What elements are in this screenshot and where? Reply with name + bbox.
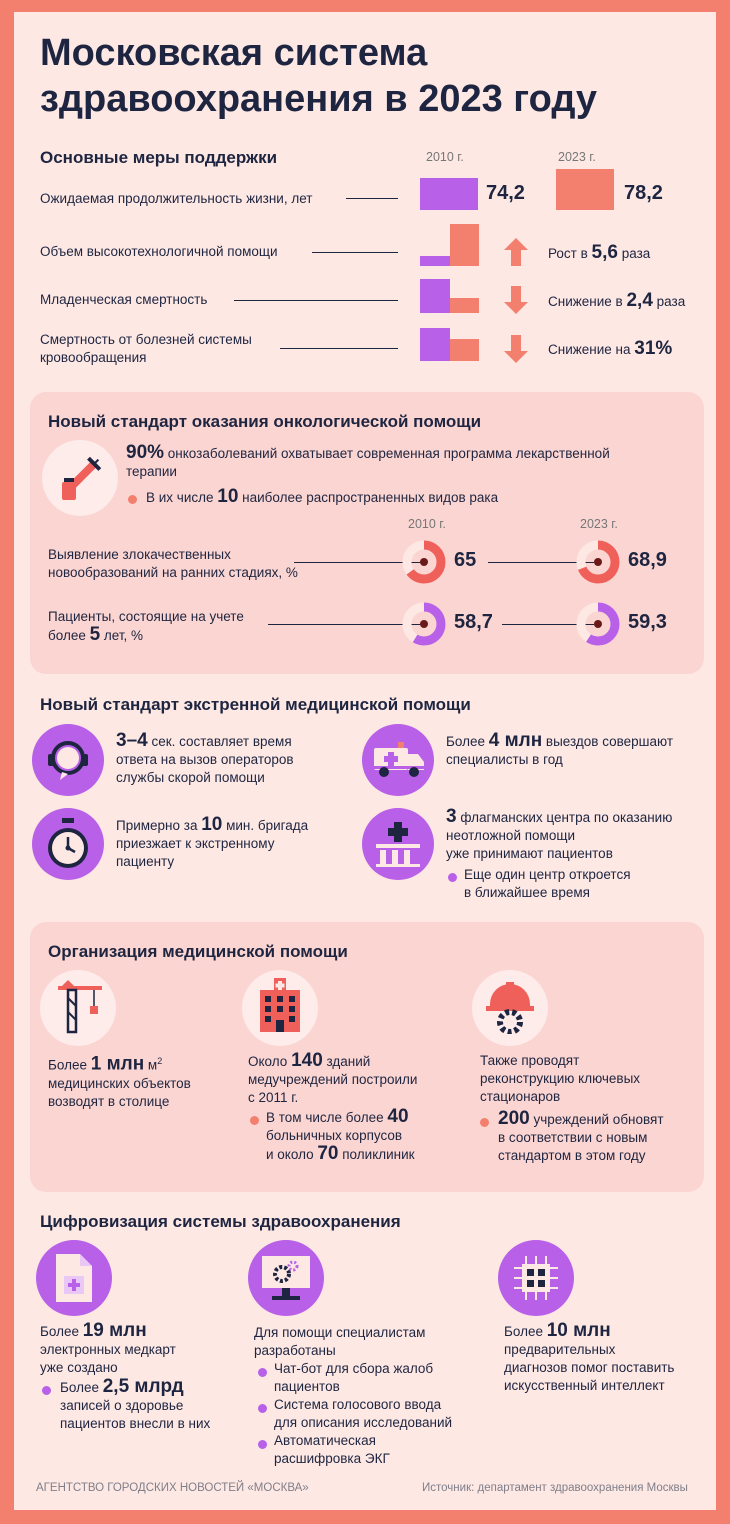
patients-donut-2023-center <box>594 620 602 628</box>
digital-tool-voice: Система голосового ввода для описания исследований <box>274 1397 453 1430</box>
down-arrow-icon <box>504 286 528 314</box>
hightech-leader-line <box>312 252 398 253</box>
patients-donut-2010 <box>400 600 448 648</box>
infant-leader-line <box>234 300 398 301</box>
down-arrow-icon <box>504 335 528 363</box>
life-label: Ожидаемая продолжительность жизни, лет <box>40 191 313 206</box>
detect-value-2023: 68,9 <box>628 549 667 571</box>
patients-leader-line <box>268 624 422 625</box>
oncology-bullet: В их числе 10 наиболее распространенных видов рака <box>146 486 499 507</box>
cardio-bar-2023 <box>450 339 479 361</box>
patients-donut-2010-center <box>420 620 428 628</box>
life-bar-2023 <box>556 169 614 210</box>
digital-medcards: Более 19 млн электронных медкарт уже создано <box>40 1320 176 1375</box>
footer-agency: АГЕНТСТВО ГОРОДСКИХ НОВОСТЕЙ «МОСКВА» <box>36 1482 309 1494</box>
up-arrow-icon <box>504 238 528 266</box>
organization-heading: Организация медицинской помощи <box>48 942 348 961</box>
hospital-icon <box>254 978 306 1034</box>
oncology-year-2010: 2010 г. <box>408 517 446 531</box>
organization-area: Более 1 млн $м^2$ медицинских объектов возводят в столице <box>48 1053 191 1109</box>
emergency-center-bullet: Еще один центр откроется в ближайшее время <box>464 867 631 900</box>
hightech-change: Рост в 5,6 раза <box>548 242 651 263</box>
digital-tool-chatbot: Чат-бот для сбора жалоб пациентов <box>274 1361 434 1394</box>
hightech-bar-2010 <box>420 256 450 266</box>
infant-bar-2010 <box>420 279 450 313</box>
oncology-heading: Новый стандарт оказания онкологической помощи <box>48 412 482 431</box>
headset-icon <box>44 736 92 784</box>
patients-value-2010: 58,7 <box>454 611 493 633</box>
crane-icon <box>50 978 106 1036</box>
organization-reconstruction-bullet: 200 учреждений обновят в соответствии с новым стандартом в этом году <box>498 1108 664 1163</box>
detect-donut-2023 <box>574 538 622 586</box>
oncology-year-2023: 2023 г. <box>580 517 618 531</box>
bullet-dot <box>258 1404 267 1413</box>
detect-value-2010: 65 <box>454 549 477 571</box>
patients-value-2023: 59,3 <box>628 611 667 633</box>
bullet-dot <box>250 1116 259 1125</box>
bullet-dot <box>42 1386 51 1395</box>
ai-chip-icon <box>510 1252 562 1304</box>
ambulance-icon <box>370 738 426 782</box>
digital-ai: Более 10 млн предварительных диагнозов помог поставить искусственный интеллект <box>504 1320 675 1393</box>
organization-buildings-bullet: В том числе более 40 больничных корпусов и около 70 поликлиник <box>266 1106 415 1164</box>
cardio-leader-line <box>280 348 398 349</box>
cardio-bar-2010 <box>420 328 450 361</box>
hightech-label: Объем высокотехнологичной помощи <box>40 244 278 259</box>
emergency-heading: Новый стандарт экстренной медицинской помощи <box>40 695 471 714</box>
bullet-dot <box>128 495 137 504</box>
infographic-page <box>14 12 716 1510</box>
detect-donut-2010-center <box>420 558 428 566</box>
bullet-dot <box>258 1368 267 1377</box>
hightech-bar-2023 <box>450 224 479 266</box>
infant-label: Младенческая смертность <box>40 292 208 307</box>
detect-donut-2010 <box>400 538 448 586</box>
organization-buildings: Около 140 зданий медучреждений построили с 2011 г. <box>248 1050 418 1105</box>
oncology-coverage: 90% онкозаболеваний охватывает современная программа лекарственной терапии <box>126 442 610 479</box>
bullet-dot <box>258 1440 267 1449</box>
organization-reconstruction: Также проводят реконструкцию ключевых стационаров <box>480 1053 641 1104</box>
cardio-change: Снижение на 31% <box>548 338 673 359</box>
life-bar-2010 <box>420 178 478 210</box>
support-heading: Основные меры поддержки <box>40 148 278 167</box>
emergency-calls: Более 4 млн выездов совершают специалисты в год <box>446 730 674 767</box>
patients-label: Пациенты, состоящие на учете более 5 лет, % <box>48 609 244 645</box>
detect-donut-2023-center <box>594 558 602 566</box>
infant-change: Снижение в 2,4 раза <box>548 290 686 311</box>
digital-heading: Цифровизация системы здравоохранения <box>40 1212 401 1231</box>
emergency-centers: 3 флагманских центра по оказанию неотложной помощи уже принимают пациентов <box>446 806 673 861</box>
clinic-building-icon <box>372 818 424 870</box>
footer-source: Источник: департамент здравоохранения Москвы <box>422 1482 688 1494</box>
bullet-dot <box>448 873 457 882</box>
digital-tool-ecg: Автоматическая расшифровка ЭКГ <box>274 1433 390 1466</box>
helmet-gear-icon <box>482 978 538 1034</box>
life-value-2023: 78,2 <box>624 182 663 204</box>
page-title: Московская система здравоохранения в 2023 году <box>40 32 598 120</box>
infant-bar-2023 <box>450 298 479 313</box>
syringe-icon <box>54 452 106 504</box>
digital-medcards-bullet: Более 2,5 млрд записей о здоровье пациентов внесли в них <box>60 1376 211 1431</box>
digital-tools: Для помощи специалистам разработаны <box>254 1325 426 1358</box>
life-leader-line <box>346 198 398 199</box>
medical-card-icon <box>50 1252 98 1304</box>
detect-label: Выявление злокачественных новообразований на ранних стадиях, % <box>48 547 298 580</box>
cardio-label: Смертность от болезней системы кровообращения <box>40 332 252 365</box>
bullet-dot <box>480 1118 489 1127</box>
support-year-2023: 2023 г. <box>558 150 596 164</box>
emergency-response: 3–4 сек. составляет время ответа на вызов операторов службы скорой помощи <box>116 730 294 785</box>
patients-donut-2023 <box>574 600 622 648</box>
life-value-2010: 74,2 <box>486 182 525 204</box>
monitor-gears-icon <box>258 1252 314 1304</box>
stopwatch-icon <box>42 816 94 872</box>
support-year-2010: 2010 г. <box>426 150 464 164</box>
emergency-arrival: Примерно за 10 мин. бригада приезжает к экстренному пациенту <box>116 814 309 869</box>
